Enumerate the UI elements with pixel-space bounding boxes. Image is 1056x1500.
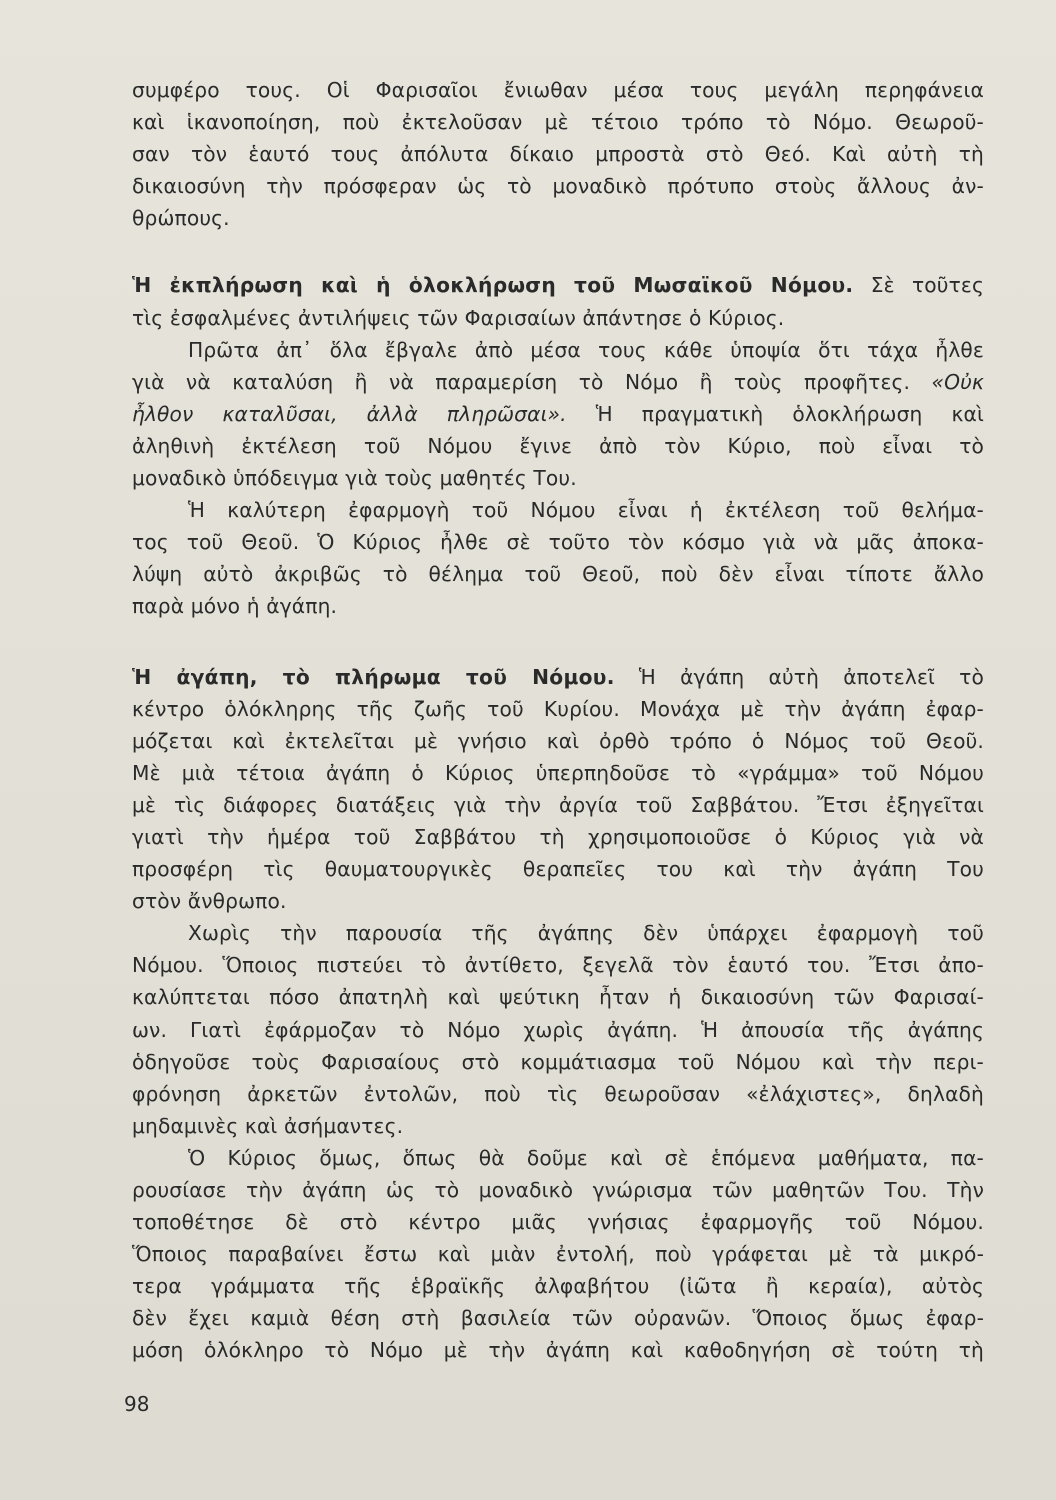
- paragraph-2: [132, 269, 984, 333]
- text-line: ρουσίασε τὴν ἀγάπη ὡς τὸ μοναδικὸ γνώρισμα τῶν μαθητῶν Του. Τὴν: [132, 1178, 984, 1202]
- text-line: Πρῶτα ἀπ᾿ ὅλα ἔβγαλε ἀπὸ μέσα τους κάθε ὑποψία ὅτι τάχα ἦλθε: [188, 337, 984, 362]
- text-line: θρώπους.: [132, 206, 230, 231]
- text-line: τοποθέτησε δὲ στὸ κέντρο μιᾶς γνήσιας ἐφαρμογῆς τοῦ Νόμου.: [132, 1210, 984, 1235]
- text-line: ἦλθον καταλῦσαι, ἀλλὰ πληρῶσαι». Ἡ πραγματικὴ ὁλοκλήρωση καὶ: [132, 401, 984, 426]
- text-line: κέντρο ὁλόκληρης τῆς ζωῆς τοῦ Κυρίου. Μονάχα μὲ τὴν ἀγάπη ἐφαρ-: [132, 696, 984, 721]
- text-line: Μὲ μιὰ τέτοια ἀγάπη ὁ Κύριος ὑπερπηδοῦσε τὸ «γράμμα» τοῦ Νόμου: [132, 760, 984, 785]
- text-line: καλύπτεται πόσο ἀπατηλὴ καὶ ψεύτικη ἦταν ἡ δικαιοσύνη τῶν Φαρισαί-: [132, 985, 984, 1010]
- body-text: [132, 74, 984, 1367]
- text-line: Ἡ καλύτερη ἐφαρμογὴ τοῦ Νόμου εἶναι ἡ ἐκτέλεση τοῦ θελήμα-: [188, 498, 984, 523]
- text-line: στὸν ἄνθρωπο.: [132, 889, 287, 914]
- text-line: μὲ τὶς διάφορες διατάξεις γιὰ τὴν ἀργία τοῦ Σαββάτου. Ἔτσι ἐξηγεῖται: [132, 792, 984, 817]
- text-line: Ὁ Κύριος ὅμως, ὅπως θὰ δοῦμε καὶ σὲ ἑπόμενα μαθήματα, πα-: [188, 1145, 984, 1170]
- paragraph-7: [132, 1142, 984, 1367]
- text-line: γιατὶ τὴν ἡμέρα τοῦ Σαββάτου τὴ χρησιμοποιοῦσε ὁ Κύριος γιὰ νὰ: [132, 824, 984, 849]
- text-line: μόζεται καὶ ἐκτελεῖται μὲ γνήσιο καὶ ὀρθὸ τρόπο ὁ Νόμος τοῦ Θεοῦ.: [132, 728, 984, 753]
- text-line: δὲν ἔχει καμιὰ θέση στὴ βασιλεία τῶν οὐρανῶν. Ὅποιος ὅμως ἐφαρ-: [132, 1306, 984, 1331]
- paragraph-1: [132, 74, 984, 234]
- text-line: μηδαμινὲς καὶ ἀσήμαντες.: [132, 1113, 404, 1138]
- text-line: σαν τὸν ἑαυτό τους ἀπόλυτα δίκαιο μπροστὰ στὸ Θεό. Καὶ αὐτὴ τὴ: [132, 142, 984, 167]
- text-line: Χωρὶς τὴν παρουσία τῆς ἀγάπης δὲν ὑπάρχει ἐφαρμογὴ τοῦ: [188, 921, 984, 946]
- text-line: μόση ὁλόκληρο τὸ Νόμο μὲ τὴν ἀγάπη καὶ καθοδηγήση σὲ τούτη τὴ: [132, 1338, 984, 1363]
- text-line: καὶ ἱκανοποίηση, ποὺ ἐκτελοῦσαν μὲ τέτοιο τρόπο τὸ Νόμο. Θεωροῦ-: [132, 110, 984, 135]
- section-heading: Ἡ ἐκπλήρωση καὶ ἡ ὁλοκλήρωση τοῦ Μωσαϊκοῦ Νόμου.: [132, 273, 854, 298]
- text-line: Ἡ ἀγάπη, τὸ πλήρωμα τοῦ Νόμου. Ἡ ἀγάπη αὐτὴ ἀποτελεῖ τὸ: [132, 664, 984, 689]
- text-line: τος τοῦ Θεοῦ. Ὁ Κύριος ἦλθε σὲ τοῦτο τὸν κόσμο γιὰ νὰ μᾶς ἀποκα-: [132, 530, 984, 555]
- scripture-quote: «Οὐκ: [931, 369, 984, 394]
- section-heading: Ἡ ἀγάπη, τὸ πλήρωμα τοῦ Νόμου.: [132, 664, 615, 689]
- text-line: συμφέρο τους. Οἱ Φαρισαῖοι ἔνιωθαν μέσα τους μεγάλη περηφάνεια: [132, 78, 984, 102]
- text-line: λύψη αὐτὸ ἀκριβῶς τὸ θέλημα τοῦ Θεοῦ, ποὺ δὲν εἶναι τίποτε ἄλλο: [132, 562, 984, 587]
- text-line: γιὰ νὰ καταλύση ἢ νὰ παραμερίση τὸ Νόμο ἢ τοὺς προφῆτες. «Οὐκ: [132, 369, 984, 394]
- text-line: Ὅποιος παραβαίνει ἔστω καὶ μιὰν ἐντολή, ποὺ γράφεται μὲ τὰ μικρό-: [132, 1242, 984, 1267]
- page-number: 98: [124, 1392, 150, 1416]
- text-line: παρὰ μόνο ἡ ἀγάπη.: [132, 594, 338, 619]
- paragraph-6: [132, 917, 984, 1142]
- text-line: προσφέρη τὶς θαυματουργικὲς θεραπεῖες του καὶ τὴν ἀγάπη Του: [132, 857, 984, 882]
- text-line: Ἡ ἐκπλήρωση καὶ ἡ ὁλοκλήρωση τοῦ Μωσαϊκοῦ Νόμου. Σὲ τοῦτες: [132, 273, 984, 298]
- scripture-quote: ἦλθον καταλῦσαι, ἀλλὰ πληρῶσαι».: [132, 401, 567, 426]
- paragraph-4: [132, 494, 984, 622]
- text-line: τερα γράμματα τῆς ἑβραϊκῆς ἀλφαβήτου (ἰῶτα ἢ κεραία), αὐτὸς: [132, 1274, 984, 1299]
- text-line: τὶς ἐσφαλμένες ἀντιλήψεις τῶν Φαρισαίων ἀπάντησε ὁ Κύριος.: [132, 305, 785, 330]
- text-line: μοναδικὸ ὑπόδειγμα γιὰ τοὺς μαθητές Του.: [132, 466, 577, 491]
- text-line: ων. Γιατὶ ἐφάρμοζαν τὸ Νόμο χωρὶς ἀγάπη. Ἡ ἀπουσία τῆς ἀγάπης: [132, 1017, 984, 1042]
- text-line: ὁδηγοῦσε τοὺς Φαρισαίους στὸ κομμάτιασμα τοῦ Νόμου καὶ τὴν περι-: [132, 1049, 984, 1074]
- text-line: φρόνηση ἀρκετῶν ἐντολῶν, ποὺ τὶς θεωροῦσαν «ἐλάχιστες», δηλαδὴ: [132, 1081, 984, 1106]
- paragraph-5: [132, 661, 984, 918]
- text-line: ἀληθινὴ ἐκτέλεση τοῦ Νόμου ἔγινε ἀπὸ τὸν Κύριο, ποὺ εἶναι τὸ: [132, 433, 984, 458]
- text-line: δικαιοσύνη τὴν πρόσφεραν ὡς τὸ μοναδικὸ πρότυπο στοὺς ἄλλους ἀν-: [132, 174, 984, 199]
- paragraph-3: [132, 334, 984, 494]
- text-line: Νόμου. Ὅποιος πιστεύει τὸ ἀντίθετο, ξεγελᾶ τὸν ἑαυτό του. Ἔτσι ἀπο-: [132, 953, 984, 978]
